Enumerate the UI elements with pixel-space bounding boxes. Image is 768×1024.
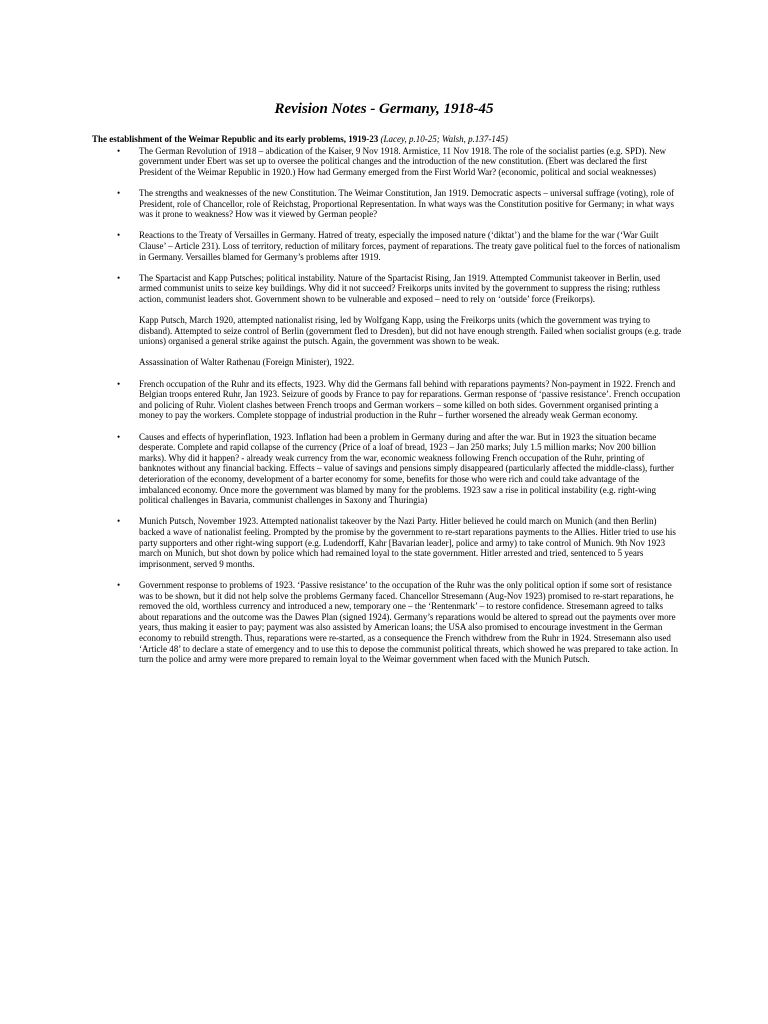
- list-item-text: Causes and effects of hyperinflation, 1923. Inflation had been a problem in Germany during and after the war. But in 1923 the situation became desperate. Complete and rapid collapse of the currency (Price of a loaf of bread, 1923 – Jan 250 marks; July 1.5 million marks; Nov 200 billion marks). Why did it happen? - already weak currency from the war, economic weakness following French occupation of the Ruhr, printing of banknotes without any financial backing. Effects – value of savings and pensions simply disappeared (particularly affected the middle-class), further deterioration of the economy, development of a barter economy for some, benefits for those who were rich and could take advantage of the imbalanced economy. Once more the government was blamed by many for the problems. 1923 saw a rise in political instability (e.g. right-wing political challenges in Bavaria, communist challenges in Saxony and Thuringia): [139, 431, 674, 506]
- list-item: [92, 188, 682, 220]
- list-item-text: Reactions to the Treaty of Versailles in Germany. Hatred of treaty, especially the imposed nature (‘diktat’) and the blame for the war (‘War Guilt Clause’ – Article 231). Loss of territory, reduction of military forces, payment of reparations. The treaty gave political fuel to the forces of nationalism in Germany. Versailles blamed for Germany’s problems after 1919.: [139, 230, 681, 262]
- bullet-icon: •: [117, 431, 121, 442]
- bullet-icon: •: [117, 272, 121, 283]
- notes-list: [92, 146, 682, 665]
- page-title: Revision Notes - Germany, 1918-45: [274, 101, 494, 117]
- list-item: [92, 230, 682, 262]
- section-weimar-republic: [92, 134, 682, 675]
- list-item: [92, 273, 682, 368]
- list-item: [92, 146, 682, 178]
- bullet-icon: •: [117, 516, 121, 527]
- list-item-text: The German Revolution of 1918 – abdication of the Kaiser, 9 Nov 1918. Armistice, 11 Nov 1918. The role of the socialist parties (e.g. SPD). New government under Ebert was set up to oversee the political changes and the introduction of the new constitution. (Ebert was declared the first President of the Weimar Republic in 1920.) How had Germany emerged from the First World War? (economic, political and social weaknesses): [139, 145, 667, 177]
- bullet-icon: •: [117, 230, 121, 241]
- bullet-icon: •: [117, 579, 121, 590]
- list-item-text: French occupation of the Ruhr and its effects, 1923. Why did the Germans fall behind with reparations payments? Non-payment in 1922. French and Belgian troops entered Ruhr, Jan 1923. Seizure of goods by France to pay for reparations. German response of ‘passive resistance’. French occupation and policing of Ruhr. Violent clashes between French troops and German workers – some killed on both sides. Government organised printing a money to pay the workers. Complete stoppage of industrial production in the Ruhr – further worsened the already weak German economy.: [139, 378, 681, 421]
- list-item-text: The Spartacist and Kapp Putsches; political instability. Nature of the Spartacist Rising, Jan 1919. Attempted Communist takeover in Berlin, used armed communist units to seize key buildings. Why did it not succeed? Freikorps units invited by the government to suppress the rising; ruthless action, communist leaders shot. Government shown to be vulnerable and exposed – need to rely on ‘outside’ force (Freikorps).: [139, 272, 661, 304]
- list-item: [92, 432, 682, 506]
- list-item-text: Kapp Putsch, March 1920, attempted nationalist rising, led by Wolfgang Kapp, using the Freikorps units (which the government was trying to disband). Attempted to seize control of Berlin (government fled to Dresden), but did not have enough strength. Failed when socialist groups (e.g. trade unions) organised a general strike against the putsch. Again, the government was shown to be weak.: [139, 315, 682, 347]
- section-heading: The establishment of the Weimar Republic and its early problems, 1919-23: [92, 134, 379, 144]
- list-item: [92, 516, 682, 569]
- list-item: [92, 580, 682, 665]
- section-heading-line: [92, 134, 682, 145]
- bullet-icon: •: [117, 187, 121, 198]
- list-item: [92, 379, 682, 421]
- list-item-text: Government response to problems of 1923. ‘Passive resistance’ to the occupation of the Ruhr was the only political option if some sort of resistance was to be shown, but it did not help solve the problems Germany faced. Chancellor Stresemann (Aug-Nov 1923) promised to re-start reparations, he removed the old, worthless currency and introduced a new, temporary one – the ‘Rentenmark’ – to restore confidence. Stresemann agreed to talks about reparations and the outcome was the Dawes Plan (signed 1924). Germany’s reparations would be altered to spread out the payments over more years, thus making it easier to pay; payment was also assisted by American loans; the USA also promised to encourage investment in the German economy to rebuild strength. Thus, reparations were re-started, as a consequence the French withdrew from the Ruhr in 1924. Stresemann also used ‘Article 48’ to declare a state of emergency and to use this to depose the communist political threats, which showed he was prepared to take action. In turn the police and army were more prepared to remain loyal to the Weimar government when faced with the Munich Putsch.: [139, 579, 678, 665]
- bullet-icon: •: [117, 145, 121, 156]
- bullet-icon: •: [117, 378, 121, 389]
- list-item-text: Assassination of Walter Rathenau (Foreign Minister), 1922.: [139, 357, 355, 368]
- list-item-text: Munich Putsch, November 1923. Attempted nationalist takeover by the Nazi Party. Hitler believed he could march on Munich (and then Berlin) backed a wave of nationalist feeling. Prompted by the promise by the government to re-start reparations payments to the Allies. Hitler tried to use his party supporters and other right-wing support (e.g. Ludendorff, Kahr [Bavarian leader], police and army) to take control of Munich. 9th Nov 1923 march on Munich, but shot down by police which had remained loyal to the state government. Hitler arrested and tried, sentenced to 5 years imprisonment, served 9 months.: [139, 516, 676, 569]
- section-references: (Lacey, p.10-25; Walsh, p.137-145): [380, 134, 508, 144]
- list-item-text: The strengths and weaknesses of the new Constitution. The Weimar Constitution, Jan 1919. Democratic aspects – universal suffrage (voting), role of President, role of Chancellor, role of Reichstag, Proportional Representation. In what ways was the Constitution positive for Germany; in what ways was it prone to weakness? How was it viewed by German people?: [139, 187, 675, 220]
